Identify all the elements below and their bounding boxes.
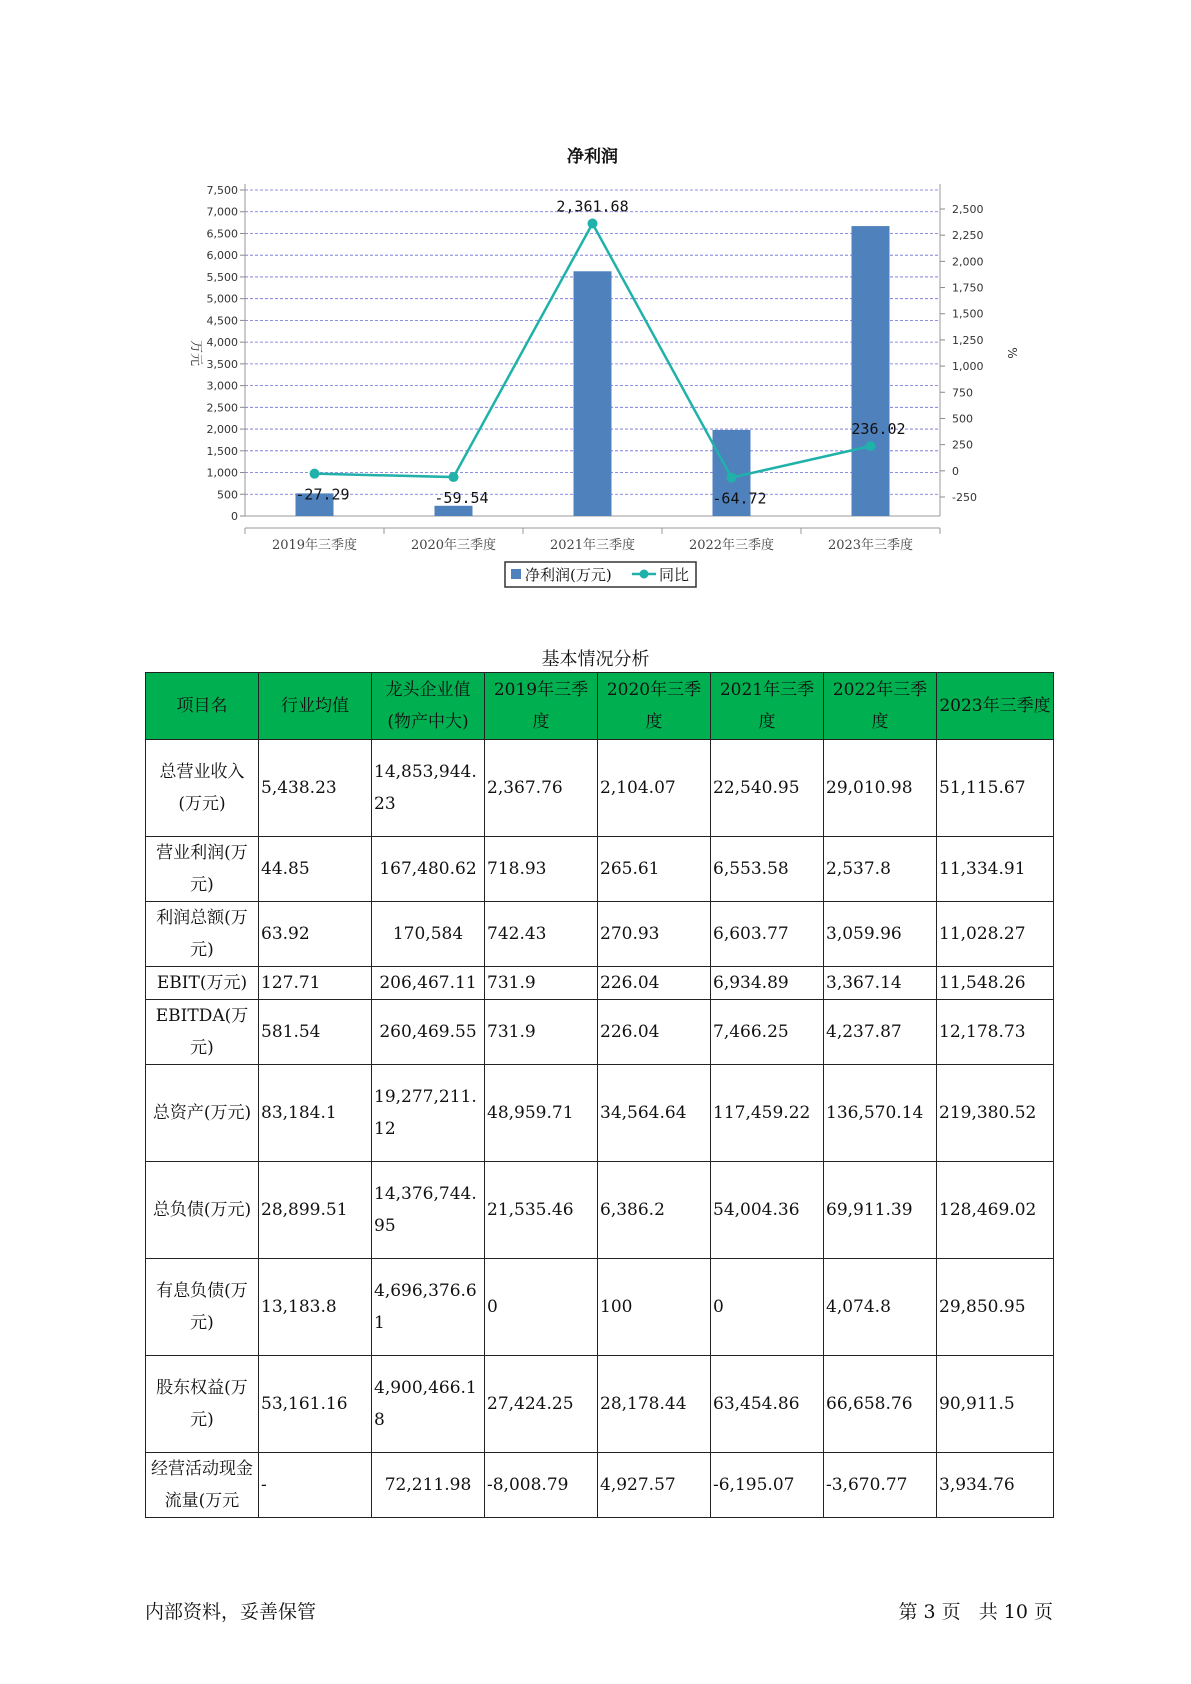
y2-tick-label: 2,250: [952, 229, 984, 243]
x-tick-label: 2021年三季度: [549, 538, 636, 553]
line-point-yoy: [588, 218, 598, 228]
table-cell: 72,211.98: [372, 1453, 485, 1518]
legend-swatch-point: [640, 570, 649, 579]
table-cell: 11,028.27: [937, 902, 1054, 967]
table-cell: 2,104.07: [598, 740, 711, 837]
table-row: [146, 1162, 1054, 1259]
header-2020q3: 2020年三季度: [598, 673, 711, 740]
table-cell: 4,927.57: [598, 1453, 711, 1518]
y-axis-label: 万元: [188, 339, 203, 367]
y2-tick-label: 1,750: [952, 281, 984, 295]
y2-tick-label: 250: [952, 438, 973, 452]
table-cell: 28,899.51: [259, 1162, 372, 1259]
y2-tick-label: 2,000: [952, 255, 984, 269]
table-cell: 581.54: [259, 1000, 372, 1065]
table-cell: 731.9: [485, 1000, 598, 1065]
y2-tick-label: 750: [952, 386, 973, 400]
y2-tick-label: 1,500: [952, 307, 984, 321]
y2-tick-label: 1,250: [952, 333, 984, 347]
table-cell: 226.04: [598, 967, 711, 1000]
table-cell: 6,934.89: [711, 967, 824, 1000]
table-header-row: [146, 673, 1054, 740]
row-label: 股东权益(万元): [146, 1356, 259, 1453]
y-tick-label: 5,000: [206, 292, 238, 306]
table-cell: 127.71: [259, 967, 372, 1000]
table-cell: 44.85: [259, 837, 372, 902]
table-cell: 136,570.14: [824, 1065, 937, 1162]
data-label-yoy: -27.29: [295, 485, 350, 504]
legend-swatch-bar: [511, 569, 521, 579]
bar-net-profit: [435, 506, 473, 516]
table-cell: 27,424.25: [485, 1356, 598, 1453]
table-cell: 6,553.58: [711, 837, 824, 902]
table-row: [146, 967, 1054, 1000]
table-cell: 270.93: [598, 902, 711, 967]
header-2022q3: 2022年三季度: [824, 673, 937, 740]
table-cell: 4,074.8: [824, 1259, 937, 1356]
y-tick-label: 1,000: [206, 466, 238, 480]
table-cell: 21,535.46: [485, 1162, 598, 1259]
line-point-yoy: [727, 473, 737, 483]
legend-label-line: 同比: [659, 566, 690, 584]
table-cell: 3,059.96: [824, 902, 937, 967]
table-row: [146, 740, 1054, 837]
row-label: 总资产(万元): [146, 1065, 259, 1162]
x-tick-label: 2019年三季度: [271, 538, 358, 553]
y-tick-label: 6,500: [206, 227, 238, 241]
table-cell: 53,161.16: [259, 1356, 372, 1453]
y-tick-label: 2,000: [206, 423, 238, 437]
table-row: [146, 902, 1054, 967]
footer-confidential: 内部资料，妥善保管: [145, 1601, 317, 1623]
y-tick-label: 2,500: [206, 401, 238, 415]
y-tick-label: 5,500: [206, 270, 238, 284]
y-tick-label: 7,000: [206, 205, 238, 219]
y-tick-label: 4,500: [206, 314, 238, 328]
footer-page-number: 第 3 页 共 10 页: [898, 1601, 1053, 1623]
table-row: [146, 1356, 1054, 1453]
table-cell: 6,603.77: [711, 902, 824, 967]
table-cell: 66,658.76: [824, 1356, 937, 1453]
table-cell: 14,853,944.23: [372, 740, 485, 837]
table-cell: -8,008.79: [485, 1453, 598, 1518]
table-row: [146, 1000, 1054, 1065]
data-label-yoy: 2,361.68: [556, 197, 629, 216]
table-row: [146, 1259, 1054, 1356]
x-tick-label: 2023年三季度: [827, 538, 914, 553]
y-tick-label: 500: [217, 488, 238, 502]
row-label: 总负债(万元): [146, 1162, 259, 1259]
table-cell: 29,850.95: [937, 1259, 1054, 1356]
data-label-yoy: -59.54: [434, 489, 489, 508]
table-cell: 6,386.2: [598, 1162, 711, 1259]
table-cell: 117,459.22: [711, 1065, 824, 1162]
y2-tick-label: 2,500: [952, 203, 984, 216]
table-cell: 742.43: [485, 902, 598, 967]
table-cell: 11,334.91: [937, 837, 1054, 902]
y-tick-label: 0: [231, 510, 238, 523]
table-cell: 28,178.44: [598, 1356, 711, 1453]
table-cell: 0: [485, 1259, 598, 1356]
y2-tick-label: 1,000: [952, 360, 984, 374]
table-title: 基本情况分析: [541, 649, 650, 670]
table-cell: 29,010.98: [824, 740, 937, 837]
row-label: 经营活动现金流量(万元: [146, 1453, 259, 1518]
header-2023q3: 2023年三季度: [937, 673, 1054, 740]
data-label-yoy: 236.02: [851, 420, 906, 439]
net-profit-chart: [0, 0, 1191, 600]
row-label: 总营业收入(万元): [146, 740, 259, 837]
bar-net-profit: [852, 226, 890, 516]
table-cell: 2,367.76: [485, 740, 598, 837]
line-point-yoy: [449, 472, 459, 482]
table-row: [146, 1065, 1054, 1162]
table-row: [146, 837, 1054, 902]
y-tick-label: 7,500: [206, 184, 238, 197]
table-cell: 54,004.36: [711, 1162, 824, 1259]
table-cell: 100: [598, 1259, 711, 1356]
basic-analysis-table: [145, 672, 1054, 1518]
header-leader-value: 龙头企业值(物产中大): [372, 673, 485, 740]
table-cell: 90,911.5: [937, 1356, 1054, 1453]
table-cell: 731.9: [485, 967, 598, 1000]
header-item-name: 项目名: [146, 673, 259, 740]
table-cell: 14,376,744.95: [372, 1162, 485, 1259]
table-cell: 4,696,376.61: [372, 1259, 485, 1356]
header-2019q3: 2019年三季度: [485, 673, 598, 740]
y-tick-label: 6,000: [206, 249, 238, 263]
row-label: EBIT(万元): [146, 967, 259, 1000]
table-cell: 63,454.86: [711, 1356, 824, 1453]
table-cell: 265.61: [598, 837, 711, 902]
table-cell: 13,183.8: [259, 1259, 372, 1356]
y-tick-label: 3,500: [206, 357, 238, 371]
table-cell: 34,564.64: [598, 1065, 711, 1162]
table-cell: 69,911.39: [824, 1162, 937, 1259]
table-cell: 2,537.8: [824, 837, 937, 902]
table-cell: 7,466.25: [711, 1000, 824, 1065]
y-tick-label: 1,500: [206, 444, 238, 458]
table-cell: 19,277,211.12: [372, 1065, 485, 1162]
table-cell: 219,380.52: [937, 1065, 1054, 1162]
table-cell: 128,469.02: [937, 1162, 1054, 1259]
table-cell: 22,540.95: [711, 740, 824, 837]
header-industry-avg: 行业均值: [259, 673, 372, 740]
y-tick-label: 4,000: [206, 336, 238, 350]
legend-label-bar: 净利润(万元): [525, 566, 612, 584]
table-cell: 83,184.1: [259, 1065, 372, 1162]
row-label: 有息负债(万元): [146, 1259, 259, 1356]
line-point-yoy: [866, 441, 876, 451]
y2-tick-label: 500: [952, 412, 973, 426]
header-2021q3: 2021年三季度: [711, 673, 824, 740]
line-point-yoy: [310, 469, 320, 479]
chart-title: 净利润: [567, 147, 618, 167]
table-cell: 5,438.23: [259, 740, 372, 837]
table-cell: 4,237.87: [824, 1000, 937, 1065]
table-cell: -6,195.07: [711, 1453, 824, 1518]
table-cell: 0: [711, 1259, 824, 1356]
table-cell: 260,469.55: [372, 1000, 485, 1065]
table-row: [146, 1453, 1054, 1518]
y2-axis-label: %: [1005, 347, 1019, 359]
y-tick-label: 3,000: [206, 379, 238, 393]
x-tick-label: 2022年三季度: [688, 538, 775, 553]
row-label: EBITDA(万元): [146, 1000, 259, 1065]
row-label: 利润总额(万元): [146, 902, 259, 967]
table-cell: 12,178.73: [937, 1000, 1054, 1065]
y2-tick-label: 0: [952, 464, 959, 478]
table-cell: 226.04: [598, 1000, 711, 1065]
table-cell: 4,900,466.18: [372, 1356, 485, 1453]
table-cell: 48,959.71: [485, 1065, 598, 1162]
table-cell: 167,480.62: [372, 837, 485, 902]
table-cell: 11,548.26: [937, 967, 1054, 1000]
table-cell: 718.93: [485, 837, 598, 902]
data-label-yoy: -64.72: [712, 489, 767, 508]
table-cell: 206,467.11: [372, 967, 485, 1000]
y2-tick-label: -250: [952, 491, 977, 504]
row-label: 营业利润(万元): [146, 837, 259, 902]
table-cell: 3,367.14: [824, 967, 937, 1000]
table-cell: -: [259, 1453, 372, 1518]
table-cell: 3,934.76: [937, 1453, 1054, 1518]
table-cell: -3,670.77: [824, 1453, 937, 1518]
table-cell: 63.92: [259, 902, 372, 967]
table-cell: 51,115.67: [937, 740, 1054, 837]
bar-net-profit: [574, 271, 612, 516]
chart-canvas: [0, 0, 1191, 600]
table-cell: 170,584: [372, 902, 485, 967]
x-tick-label: 2020年三季度: [410, 538, 497, 553]
